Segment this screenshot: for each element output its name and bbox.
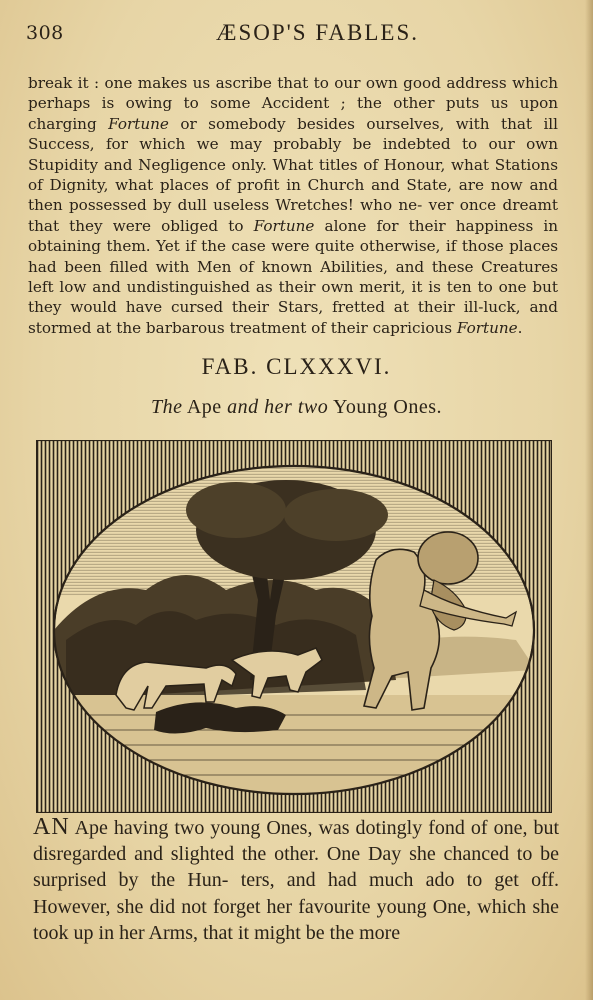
text-line: did not forget her favourite young One, which she [149, 895, 560, 918]
fable-text [33, 814, 559, 946]
text-line: Stations of Dignity, what places of profit in Church and State, [28, 155, 558, 195]
text-line: Stars, fretted at their ill-luck, and stormed at the barbarous [28, 298, 559, 337]
fable-title-part: and her two [227, 396, 329, 418]
fable-title-part: The [150, 396, 183, 418]
text-line: which perhaps is owing to some Accident ; the other puts us [28, 74, 558, 113]
text-line: otherwise, if those places had been filled with Men of known [28, 237, 558, 276]
text-line: . [517, 318, 523, 337]
italic-word: Fortune [253, 216, 315, 235]
text-line: their own merit, it is ten to one but they would have cursed their [28, 278, 558, 317]
text-line: their happiness in obtaining them. Yet if the case were quite [28, 216, 558, 256]
text-line: fond of one, but disregarded and slighted the other. [33, 817, 560, 866]
page-number: 308 [26, 22, 64, 44]
italic-word: Fortune [108, 114, 169, 133]
text-line: are now and then possessed by dull useless Wretches! who ne- [28, 176, 558, 215]
woodcut-illustration [36, 440, 552, 813]
fable-title-part: Young Ones. [328, 396, 443, 418]
text-line: Ape having two young Ones, was dotingly [69, 817, 423, 839]
text-line: One Day she chanced to be surprised by the Hun- [33, 843, 560, 892]
text-line: treatment of their capricious [229, 318, 457, 337]
text-line: took up in her Arms, that it might be the more [33, 921, 401, 944]
text-line: or somebody besides ourselves, with that [168, 114, 533, 133]
text-line: ters, and had much ado to get off. However, she [33, 869, 560, 918]
text-line: ver once dreamt that they were obliged to [28, 196, 559, 235]
running-title: ÆSOP'S FABLES. [216, 20, 420, 45]
text-line: break it : one makes us ascribe that to our own good address [28, 74, 507, 92]
fable-title-part: Ape [182, 396, 228, 418]
page-header [26, 20, 566, 56]
page-edge-shadow [585, 0, 593, 1000]
text-line: upon charging [28, 94, 558, 133]
fable-title [0, 396, 593, 419]
text-line: Abilities, and these Creatures left low and undistinguished as [28, 257, 559, 297]
fable-number-heading: FAB. CLXXXVI. [201, 354, 392, 379]
text-line: ill Success, for which we may probably be indebted to our own [28, 114, 559, 154]
drop-initial: AN [33, 814, 70, 840]
italic-word: Fortune [456, 318, 518, 337]
text-line: Stupidity and Negligence only. What titles of Honour, what [28, 155, 489, 174]
text-line: alone for [314, 216, 399, 235]
previous-fable-moral-text [28, 73, 558, 338]
